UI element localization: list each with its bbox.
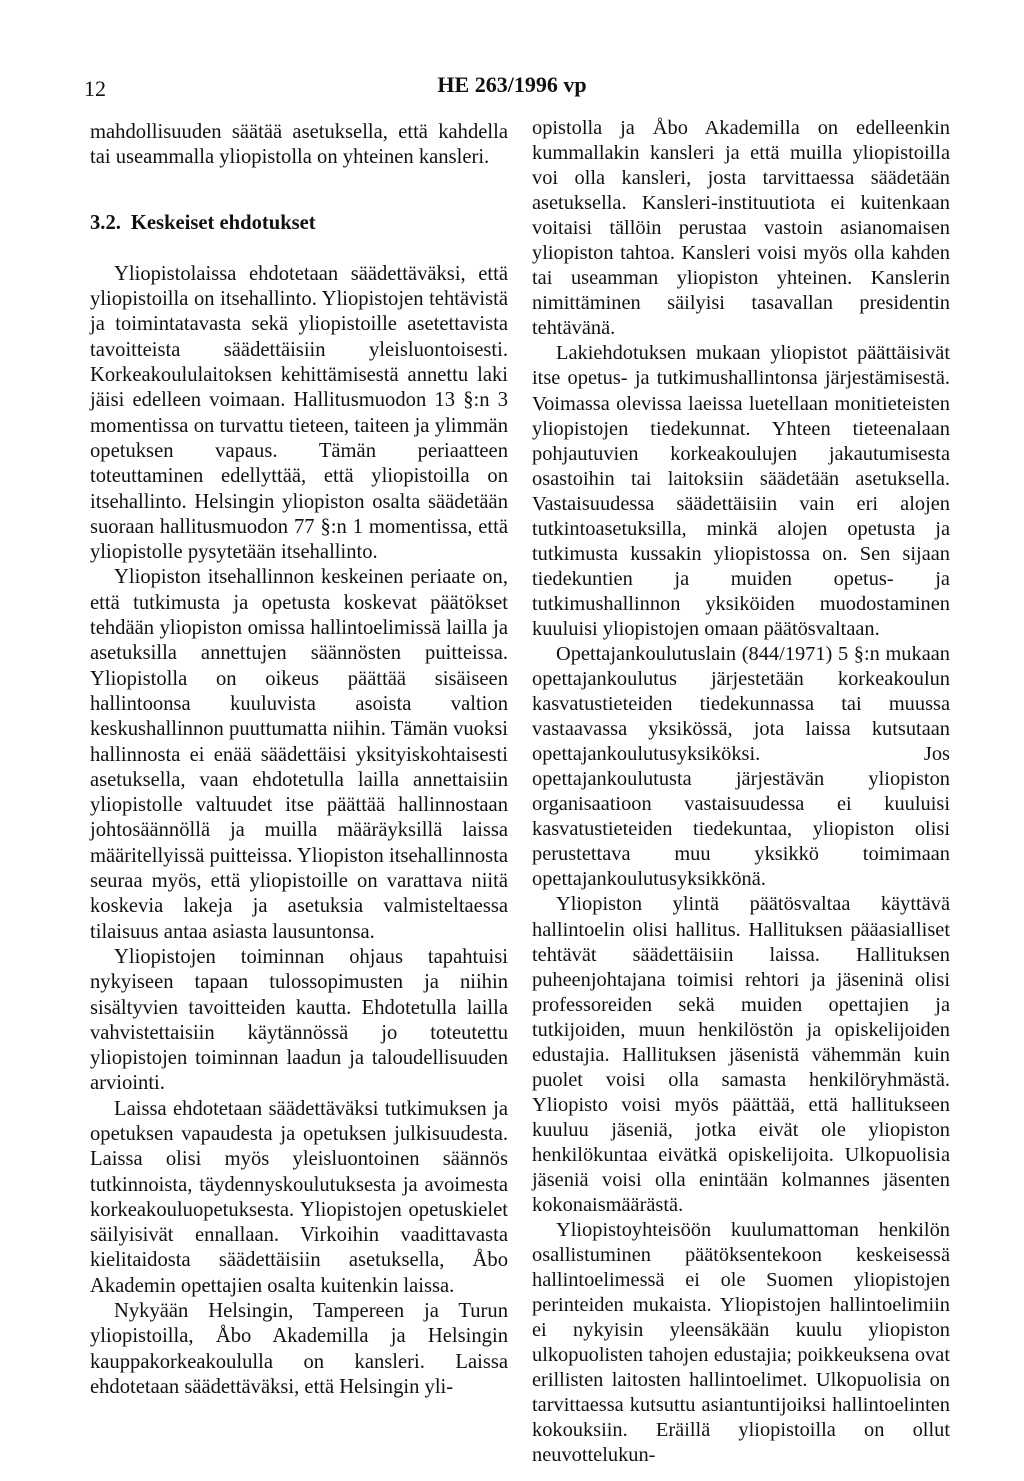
body-paragraph: Opettajankoulutuslain (844/1971) 5 §:n mukaan opettajankoulutus järjestetään korkeakoulun kasvatustieteiden tiedekunnassa tai muussa vastaavassa yksikössä, jota laissa kutsutaan opettajankoulutusyksiköksi. Jos opettajankoulutusta järjestävän yliopiston organisaatioon vastaisuudessa ei kuuluisi kasvatustieteiden tiedekuntaa, yliopiston olisi perustettava muu yksikkö toimimaan opettajankoulutusyksikkönä. xyxy=(532,642,950,891)
right-column xyxy=(532,116,950,1469)
section-title: Keskeiset ehdotukset xyxy=(130,211,316,234)
body-paragraph: Nykyään Helsingin, Tampereen ja Turun yliopistoilla, Åbo Akademilla ja Helsingin kauppakorkeakoululla on kansleri. Laissa ehdotetaan säädettäväksi, että Helsingin yli- xyxy=(90,1300,508,1398)
page-number: 12 xyxy=(84,76,106,101)
left-column xyxy=(90,120,508,1400)
body-paragraph: Lakiehdotuksen mukaan yliopistot päättäisivät itse opetus- ja tutkimushallintonsa järjestämisestä. Voimassa olevissa laeissa luetellaan monitieteisten yliopistojen tiedekunnat. Yhteen tieteenalaan pohjautuvien korkeakoulujen jakautumisesta osastoihin tai laitoksiin säädetään asetuksella. Vastaisuudessa säädettäisiin vain eri alojen tutkintoasetuksilla, minkä alojen opetusta ja tutkimusta kussakin yliopistossa on. Sen sijaan tiedekuntien ja muiden opetus- ja tutkimushallinnon yksiköiden muodostaminen kuuluisi yliopistojen omaan päätösvaltaan. xyxy=(532,342,950,640)
body-paragraph: Yliopiston ylintä päätösvaltaa käyttävä hallintoelin olisi hallitus. Hallituksen pääasialliset tehtävät säädettäisiin laissa. Hallituksen puheenjohtajana toimisi rehtori ja jäseninä olisi professoreiden sekä muiden opettajien ja tutkijoiden, muun henkilöstön ja opiskelijoiden edustajia. Hallituksen jäsenistä vähemmän kuin puolet voisi olla samasta henkilöryhmästä. Yliopisto voisi myös päättää, että hallitukseen kuuluu jäseniä, jotka eivät ole yliopiston henkilökuntaa eivätkä opiskelijoita. Ulkopuolisia jäseniä voisi olla enintään kolmannes jäsenten kokonaismäärästä. xyxy=(532,893,950,1217)
section-heading xyxy=(90,211,508,236)
body-paragraph: Yliopistolaissa ehdotetaan säädettäväksi, että yliopistoilla on itsehallinto. Yliopistojen tehtävistä ja toimintatavasta sekä yliopistoille asetettavista tavoitteista säädettäisiin yleisluontoisesti. Korkeakoululaitoksen kehittämisestä annettu laki jäisi edelleen voimaan. Hallitusmuodon 13 §:n 3 momentissa on turvattu tieteen, taiteen ja ylimmän opetuksen vapaus. Tämän periaatteen toteuttaminen edellyttää, että yliopistoilla on itsehallinto. Helsingin yliopiston osalta säädetään suoraan hallitusmuodon 77 §:n 1 momentissa, että yliopistolle pysytetään itsehallinto. xyxy=(90,262,508,564)
body-paragraph: Yliopistojen toiminnan ohjaus tapahtuisi nykyiseen tapaan tulossopimusten ja niihin sisältyvien tavoitteiden kautta. Ehdotetulla lailla vahvistettaisiin käytännössä jo toteutettu yliopistojen toiminnan laadun ja taloudellisuuden arviointi. xyxy=(90,945,508,1095)
body-paragraph: Yliopiston itsehallinnon keskeinen periaate on, että tutkimusta ja opetusta koskevat päätökset tehdään yliopiston omissa hallintoelimissä lailla ja asetuksilla annettujen säännösten puitteissa. Yliopistolla on oikeus päättää sisäiseen hallintoonsa kuuluvista asoista valtion keskushallinnon puuttumatta niihin. Tämän vuoksi hallinnosta ei enää säädettäisi yksityiskohtaisesti asetuksella, vaan ehdotetulla lailla annettaisiin yliopistolle valtuudet itse päättää hallinnostaan johtosäännöllä ja muilla määräyksillä laissa määritellyissä puitteissa. Yliopiston itsehallinnosta seuraa myös, että yliopistoille on varattava niitä koskevia lakeja ja asetuksia valmisteltaessa tilaisuus antaa asiasta lausuntonsa. xyxy=(90,566,508,943)
intro-paragraph: mahdollisuuden säätää asetuksella, että kahdella tai useammalla yliopistolla on yhteinen kansleri. xyxy=(90,121,508,169)
body-paragraph: opistolla ja Åbo Akademilla on edelleenkin kummallakin kansleri ja että muilla yliopistoilla voi olla kansleri, josta tarvittaessa säädetään asetuksella. Kansleri-instituutiota ei kuitenkaan voitaisi tällöin perustaa vastoin asianomaisen yliopiston tahtoa. Kansleri voisi myös olla kahden tai useamman yliopiston yhteinen. Kanslerin nimittäminen säilyisi tasavallan presidentin tehtävänä. xyxy=(532,117,950,340)
body-paragraph: Yliopistoyhteisöön kuulumattoman henkilön osallistuminen päätöksentekoon keskeisessä hallintoelimessä ei ole Suomen yliopistojen perinteiden mukaista. Yliopistojen hallintoelimiin ei nykyisin yleensäkään kuulu yliopiston ulkopuolisten tahojen edustajia; poikkeuksena ovat erillisten laitosten hallintoelimet. Ulkopuolisia on tarvittaessa kutsuttu asiantuntijoiksi hallintoelinten kokouksiin. Eräillä yliopistoilla on ollut neuvottelukun- xyxy=(532,1219,950,1467)
section-number: 3.2. xyxy=(90,211,121,234)
body-paragraph: Laissa ehdotetaan säädettäväksi tutkimuksen ja opetuksen vapaudesta ja opetuksen julkisuudesta. Laissa olisi myös yleisluontoinen säännös tutkinnoista, täydennyskoulutuksesta ja avoimesta korkeakouluopetuksesta. Yliopistojen opetuskielet säilyisivät ennallaan. Virkoihin vaadittavasta kielitaidosta säädettäisiin asetuksella, Åbo Akademin opettajien osalta kuitenkin laissa. xyxy=(90,1097,508,1297)
running-head: HE 263/1996 vp xyxy=(437,72,587,97)
